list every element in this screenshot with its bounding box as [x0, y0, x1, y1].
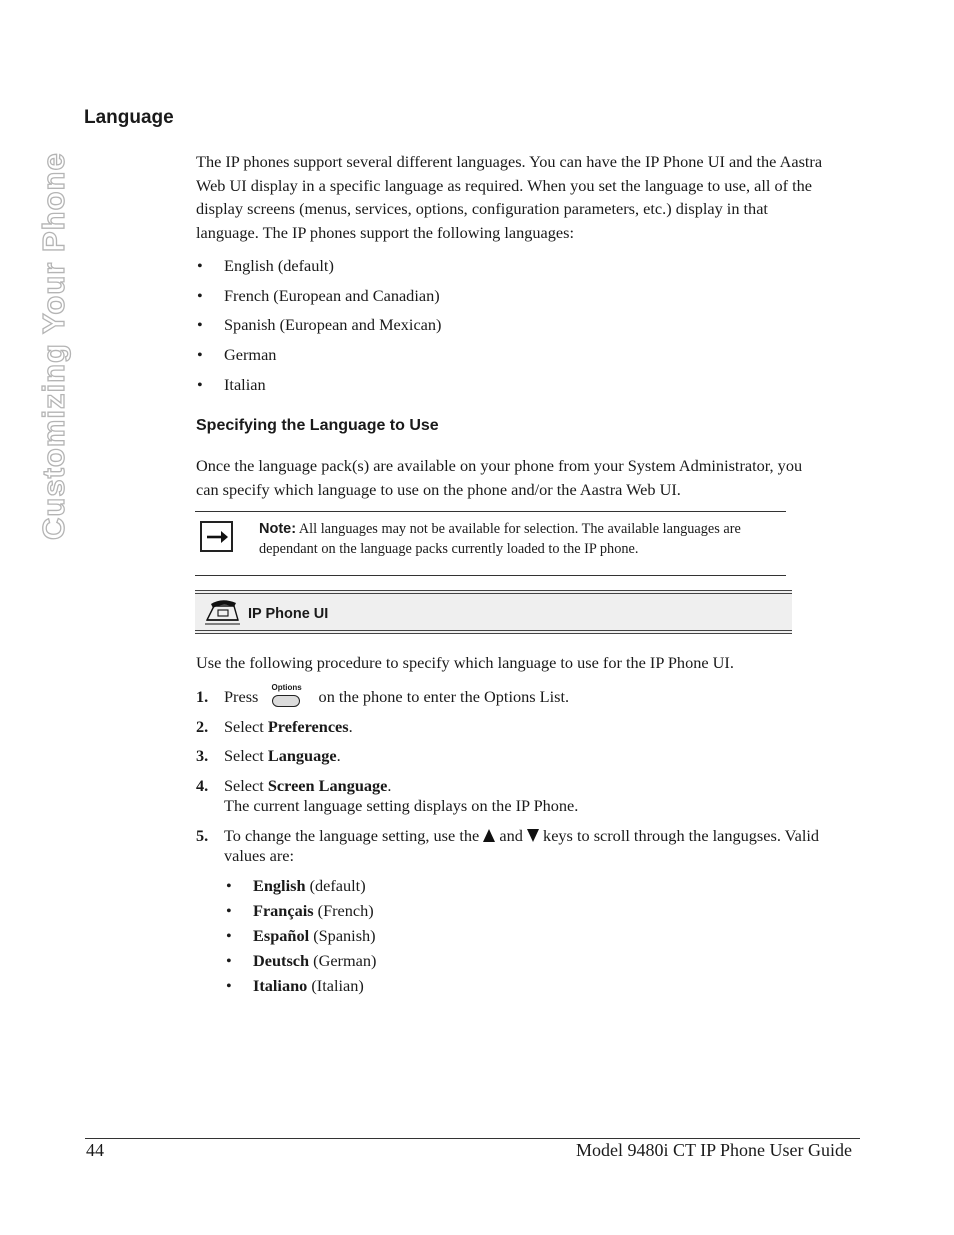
bullet-icon: • [226, 976, 232, 995]
subsection-line: Once the language pack(s) are available on your phone from your System Administrator, you [196, 456, 803, 475]
step-text: and [499, 826, 523, 845]
subsection-paragraph [196, 454, 876, 501]
value-name: Deutsch [253, 951, 310, 970]
step-3 [196, 744, 876, 768]
footer-rule [85, 1138, 860, 1139]
step-number: 4. [196, 776, 209, 795]
language-item: English (default) [224, 256, 334, 275]
value-note: (French) [313, 901, 374, 920]
bullet-icon: • [197, 315, 203, 334]
up-arrow-key-icon [483, 829, 495, 842]
bullet-icon: • [226, 876, 232, 895]
step-number: 3. [196, 746, 209, 765]
value-note: (German) [309, 951, 377, 970]
value-name: Français [253, 901, 314, 920]
arrow-icon [200, 521, 233, 552]
note-bottom-rule [195, 575, 786, 576]
note-line: All languages may not be available for selection. The available languages are [298, 521, 741, 537]
intro-paragraph [196, 150, 876, 244]
list-item [226, 926, 626, 946]
page-number: 44 [86, 1140, 104, 1160]
side-tab-title: Customizing Your Phone [36, 152, 71, 540]
list-item [197, 256, 597, 276]
list-item [226, 876, 626, 896]
step-number: 2. [196, 717, 209, 736]
step-text: keys to scroll through the langugses. Valid [543, 826, 820, 845]
step-text: Select [224, 746, 268, 765]
step-text: . [387, 776, 392, 795]
intro-line: The IP phones support several different languages. You can have the IP Phone UI and the Aastra [196, 152, 823, 171]
language-item: German [224, 345, 277, 364]
language-item: Italian [224, 375, 266, 394]
step-number: 5. [196, 826, 209, 845]
options-key-label: Options [271, 683, 302, 692]
bullet-icon: • [226, 901, 232, 920]
options-key-icon [270, 683, 304, 708]
list-item [197, 286, 597, 306]
language-item: Spanish (European and Mexican) [224, 315, 442, 334]
note-text [259, 520, 799, 559]
step-text: Select [224, 717, 268, 736]
step-text: To change the language setting, use the [224, 826, 480, 845]
value-name: English [253, 876, 306, 895]
ip-phone-ui-banner [195, 590, 792, 634]
bullet-icon: • [197, 345, 203, 364]
intro-line: display screens (menus, services, options, configuration parameters, etc.) display in that [196, 199, 768, 218]
step-text: . [348, 717, 353, 736]
value-name: Español [253, 926, 310, 945]
language-item: French (European and Canadian) [224, 286, 440, 305]
menu-item-name: Screen Language [267, 776, 388, 795]
step-detail: values are: [224, 846, 295, 865]
bullet-icon: • [197, 286, 203, 305]
menu-item-name: Preferences [267, 717, 349, 736]
value-note: (Spanish) [309, 926, 376, 945]
step-text: Select [224, 776, 268, 795]
bullet-icon: • [197, 375, 203, 394]
step-text: Press [224, 687, 259, 706]
step-4 [196, 774, 876, 818]
step-1 [196, 685, 876, 709]
subsection-line: can specify which language to use on the phone and/or the Aastra Web UI. [196, 479, 681, 499]
step-5 [196, 824, 876, 868]
bullet-icon: • [226, 926, 232, 945]
note-line: dependant on the language packs currently loaded to the IP phone. [259, 540, 639, 557]
list-item [197, 345, 597, 365]
note-top-rule [195, 511, 786, 512]
step-2 [196, 715, 876, 739]
value-name: Italiano [253, 976, 308, 995]
list-item [226, 901, 626, 921]
menu-item-name: Language [267, 746, 337, 765]
step-number: 1. [196, 687, 209, 706]
list-item [226, 951, 626, 971]
phone-icon [204, 598, 240, 626]
intro-line: Web UI display in a specific language as required. When you set the language to use, all of the [196, 175, 812, 195]
intro-line: language. The IP phones support the following languages: [196, 222, 575, 242]
value-note: (Italian) [307, 976, 364, 995]
bullet-icon: • [226, 951, 232, 970]
value-note: (default) [305, 876, 366, 895]
section-title: Language [84, 107, 174, 128]
procedure-intro: Use the following procedure to specify which language to use for the IP Phone UI. [196, 653, 734, 672]
step-text: on the phone to enter the Options List. [318, 687, 570, 706]
step-text: . [336, 746, 341, 765]
list-item [197, 315, 597, 335]
list-item [197, 375, 597, 395]
bullet-icon: • [197, 256, 203, 275]
guide-title: Model 9480i CT IP Phone User Guide [576, 1140, 852, 1160]
list-item [226, 976, 626, 996]
down-arrow-key-icon [527, 829, 539, 842]
banner-title: IP Phone UI [248, 606, 329, 622]
subsection-title: Specifying the Language to Use [196, 417, 439, 434]
step-detail: The current language setting displays on the IP Phone. [224, 796, 579, 815]
note-label: Note: [259, 521, 297, 537]
